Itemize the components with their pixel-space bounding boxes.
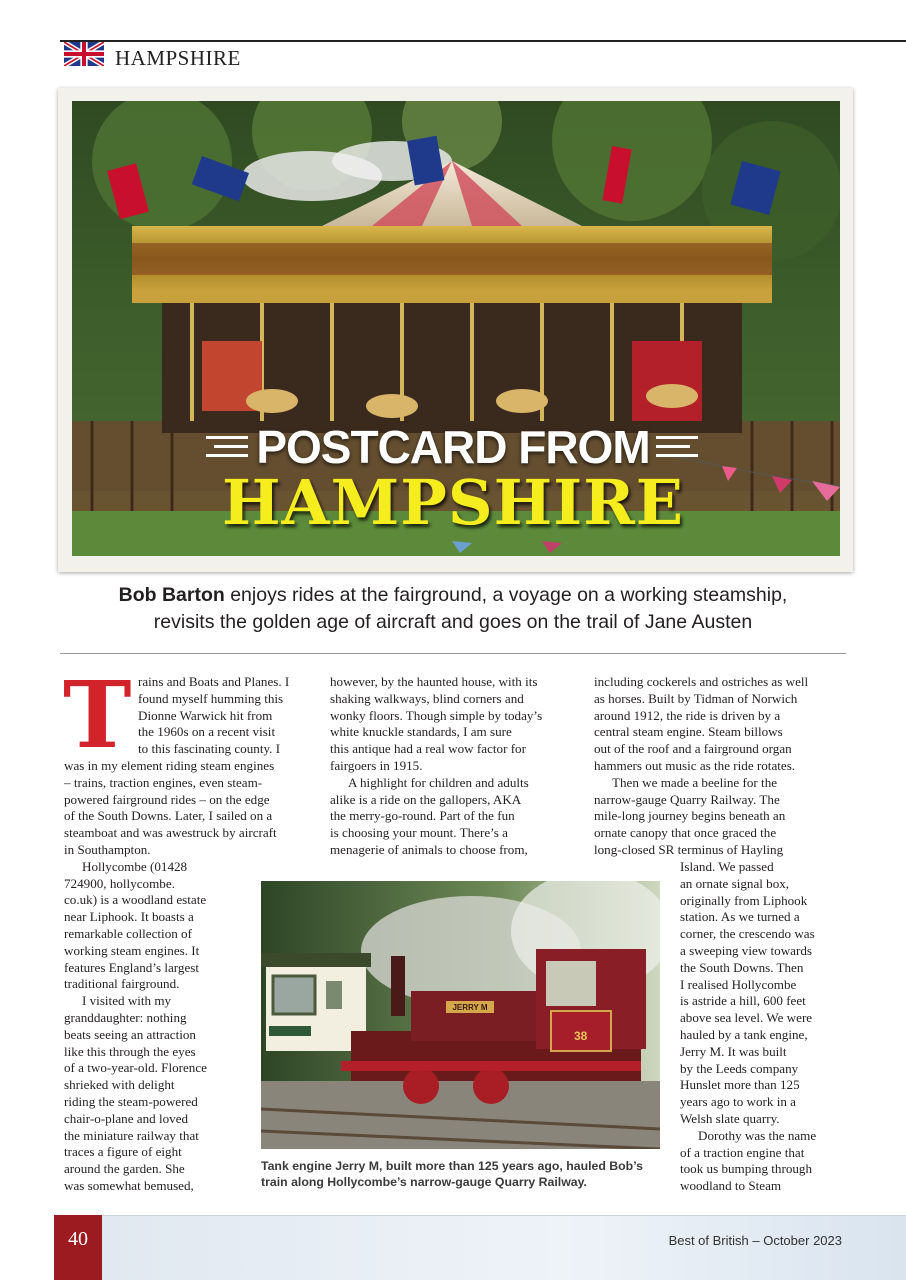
text-line: Hollycombe (01428: [82, 858, 188, 874]
text-line: by the Leeds company: [680, 1060, 799, 1076]
text-line: central steam engine. Steam billows: [594, 724, 783, 740]
column-2: [330, 674, 580, 859]
text-line: fairgoers in 1915.: [330, 757, 423, 773]
text-line: steamboat and was awestruck by aircraft: [64, 825, 277, 841]
text-line: of a traction engine that: [680, 1144, 805, 1160]
text-line: is choosing your mount. There’s a: [330, 825, 508, 841]
page-number: 40: [68, 1228, 88, 1250]
text-line: hammers out music as the ride rotates.: [594, 757, 796, 773]
text-line: as horses. Built by Tidman of Norwich: [594, 690, 798, 706]
text-line: hauled by a tank engine,: [680, 1026, 808, 1042]
union-jack-icon: [64, 42, 104, 66]
text-line: out of the roof and a fairground organ: [594, 741, 792, 757]
text-line: the 1960s on a recent visit: [138, 724, 276, 740]
text-line: a sweeping view towards: [680, 942, 812, 958]
divider: [60, 653, 846, 654]
text-line: was in my element riding steam engines: [64, 758, 275, 773]
text-line: is astride a hill, 600 feet: [680, 993, 806, 1009]
text-line: Then we made a beeline for the: [612, 774, 778, 790]
text-line: shrieked with delight: [64, 1077, 175, 1093]
text-line: around 1912, the ride is driven by a: [594, 707, 781, 723]
title-lines-right: [656, 432, 698, 460]
text-line: years ago to work in a: [680, 1094, 796, 1110]
text-line: an ornate signal box,: [680, 875, 790, 891]
text-line: riding the steam-powered: [64, 1093, 198, 1109]
text-line: chair-o-plane and loved: [64, 1110, 189, 1126]
text-line: in Southampton.: [64, 841, 151, 857]
text-line: like this through the eyes: [64, 1043, 196, 1059]
text-line: around the garden. She: [64, 1161, 185, 1177]
standfirst-line1: enjoys rides at the fairground, a voyage on a working steamship,: [224, 584, 788, 606]
text-line: of a two-year-old. Florence: [64, 1060, 207, 1076]
text-line: shaking walkways, blind corners and: [330, 690, 524, 706]
text-line: A highlight for children and adults: [348, 774, 529, 790]
text-line: found myself humming this: [138, 690, 284, 706]
publication-credit: Best of British – October 2023: [668, 1233, 842, 1248]
column-3-top: [594, 674, 850, 859]
text-line: I visited with my: [82, 993, 172, 1009]
text-line: near Liphook. It boasts a: [64, 909, 194, 925]
text-line: however, by the haunted house, with its: [330, 674, 538, 689]
steam-engine-photo: [261, 881, 660, 1149]
text-line: I realised Hollycombe: [680, 976, 797, 992]
text-line: ornate canopy that once graced the: [594, 825, 777, 841]
standfirst-line2: revisits the golden age of aircraft and goes on the trail of Jane Austen: [153, 611, 753, 633]
text-line: the merry-go-round. Part of the fun: [330, 808, 515, 824]
text-line: above sea level. We were: [680, 1010, 813, 1026]
column-3-wrap: [680, 859, 850, 1195]
text-line: traditional fairground.: [64, 976, 180, 992]
text-line: white knuckle standards, I am sure: [330, 724, 512, 740]
text-line: co.uk) is a woodland estate: [64, 892, 207, 908]
text-line: powered fairground rides – on the edge: [64, 791, 270, 807]
photo-caption: Tank engine Jerry M, built more than 125 years ago, hauled Bob’s train along Hollycombe’s narrow-gauge Quarry Railway.: [261, 1159, 643, 1189]
text-line: Dorothy was the name: [698, 1127, 817, 1143]
text-line: beats seeing an attraction: [64, 1026, 196, 1042]
text-line: Island. We passed: [680, 859, 774, 874]
text-line: remarkable collection of: [64, 925, 192, 941]
text-line: menagerie of animals to choose from,: [330, 841, 528, 857]
text-line: this antique had a real wow factor for: [330, 741, 526, 757]
text-line: granddaughter: nothing: [64, 1009, 187, 1025]
text-line: station. As we turned a: [680, 909, 800, 925]
text-line: – trains, traction engines, even steam-: [64, 774, 263, 790]
text-line: of the South Downs. Later, I sailed on a: [64, 808, 273, 824]
text-line: mile-long journey begins beneath an: [594, 808, 786, 824]
text-line: working steam engines. It: [64, 942, 200, 958]
hero-title-line1: POSTCARD FROM: [256, 421, 650, 473]
engine-number: 38: [574, 1029, 588, 1043]
text-line: narrow-gauge Quarry Railway. The: [594, 791, 780, 807]
text-line: the South Downs. Then: [680, 959, 804, 975]
text-line: took us bumping through: [680, 1161, 813, 1177]
text-line: Hunslet more than 125: [680, 1077, 800, 1093]
hero-title-line2: HAMPSHIRE: [221, 466, 685, 539]
author-name: Bob Barton: [118, 584, 225, 606]
text-line: the miniature railway that: [64, 1127, 199, 1143]
text-line: 724900, hollycombe.: [64, 875, 175, 891]
text-line: wonky floors. Though simple by today’s: [330, 707, 543, 723]
standfirst: [60, 582, 846, 636]
text-line: features England’s largest: [64, 959, 200, 975]
text-line: woodland to Steam: [680, 1178, 782, 1194]
text-line: Dionne Warwick hit from: [138, 707, 273, 723]
text-line: to this fascinating county. I: [138, 741, 281, 757]
section-label: HAMPSHIRE: [115, 46, 241, 70]
top-rule: [60, 40, 906, 42]
text-line: originally from Liphook: [680, 892, 808, 908]
text-line: Welsh slate quarry.: [680, 1110, 780, 1126]
text-line: rains and Boats and Planes. I: [138, 674, 290, 689]
column-1-intro: [138, 674, 318, 758]
drop-cap: T: [63, 661, 132, 769]
text-line: long-closed SR terminus of Hayling: [594, 841, 784, 857]
text-line: alike is a ride on the gallopers, AKA: [330, 791, 522, 807]
text-line: traces a figure of eight: [64, 1144, 182, 1160]
text-line: Jerry M. It was built: [680, 1043, 787, 1059]
text-line: corner, the crescendo was: [680, 926, 815, 942]
text-line: including cockerels and ostriches as well: [594, 674, 809, 689]
engine-name-plate: JERRY M: [452, 1003, 488, 1012]
text-line: was somewhat bemused,: [64, 1177, 194, 1193]
